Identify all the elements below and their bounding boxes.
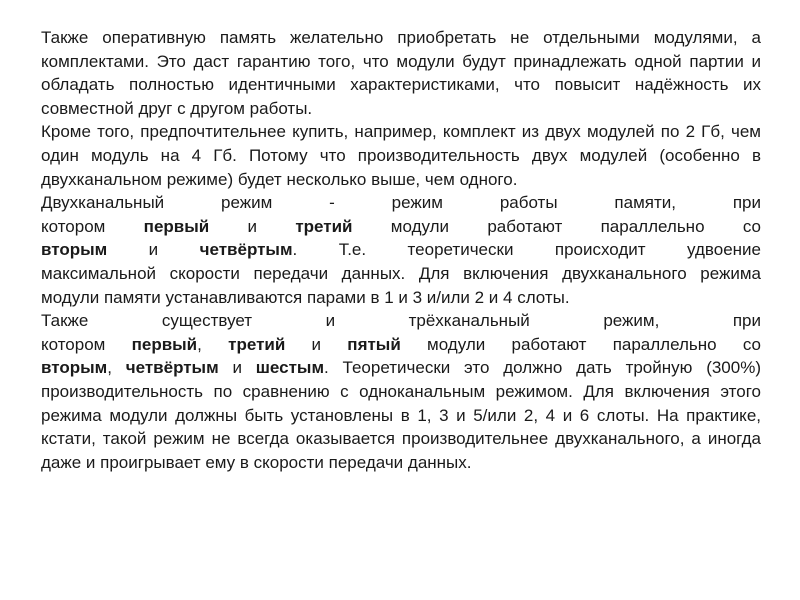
text-segment: и — [107, 240, 200, 260]
bold-term-first: первый — [143, 216, 210, 236]
text-segment: котором — [41, 216, 144, 236]
paragraph-dual-channel — [41, 191, 761, 309]
bold-term-second: вторым — [41, 240, 108, 260]
slide-body-text — [41, 26, 761, 474]
text-segment: . Теоретически это должно дать тройную (300%) производительность по сравнению с одноканальным режимом. Для включения этого режима модули должны быть установлены в 1, 3 и 5/или 2, 4 и 6 слоты. На практике, кстати, такой режим не всегда оказывается производительнее двухканального, а иногда даже и проигрывает ему в скорости передачи данных. — [41, 358, 761, 472]
dual-channel-line-1: Двухканальный режим - режим работы памяти, при — [41, 193, 761, 213]
paragraph-triple-channel — [41, 309, 761, 474]
triple-channel-rest — [41, 356, 761, 474]
text-segment: . Т.е. теоретически происходит удвоение — [292, 240, 761, 260]
dual-channel-line-2 — [41, 215, 761, 239]
bold-term-third: третий — [295, 216, 353, 236]
paragraph-kit-purchase: Также оперативную память желательно приобретать не отдельными модулями, а комплектами. Это даст гарантию того, что модули будут принадлежать одной партии и обладать полностью идентичными характеристиками, что повысит надёжность их совместной друг с другом работы. — [41, 28, 761, 118]
text-segment: , — [107, 358, 126, 378]
bold-term-first: первый — [131, 334, 198, 354]
dual-channel-line-3 — [41, 238, 761, 262]
bold-term-third: третий — [228, 334, 286, 354]
text-segment: и — [285, 334, 348, 354]
text-segment: модули работают параллельно со — [352, 216, 761, 236]
bold-term-sixth: шестым — [255, 358, 325, 378]
text-segment: и — [209, 216, 296, 236]
text-segment: и — [218, 358, 256, 378]
bold-term-fourth: четвёртым — [199, 240, 293, 260]
bold-term-fifth: пятый — [347, 334, 401, 354]
text-segment: котором — [41, 334, 132, 354]
bold-term-fourth: четвёртым — [125, 358, 219, 378]
triple-channel-line-2 — [41, 333, 761, 357]
text-segment: модули работают параллельно со — [400, 334, 761, 354]
dual-channel-rest: максимальной скорости передачи данных. Для включения двухканального режима модули памяти устанавливаются парами в 1 и 3 и/или 2 и 4 слоты. — [41, 263, 761, 307]
text-segment: , — [197, 334, 229, 354]
triple-channel-line-1: Также существует и трёхканальный режим, при — [41, 311, 761, 331]
bold-term-second: вторым — [41, 358, 108, 378]
paragraph-two-modules: Кроме того, предпочтительнее купить, например, комплект из двух модулей по 2 Гб, чем один модуль на 4 Гб. Потому что производительность двух модулей (особенно в двухканальном режиме) будет несколько выше, чем одного. — [41, 122, 761, 189]
